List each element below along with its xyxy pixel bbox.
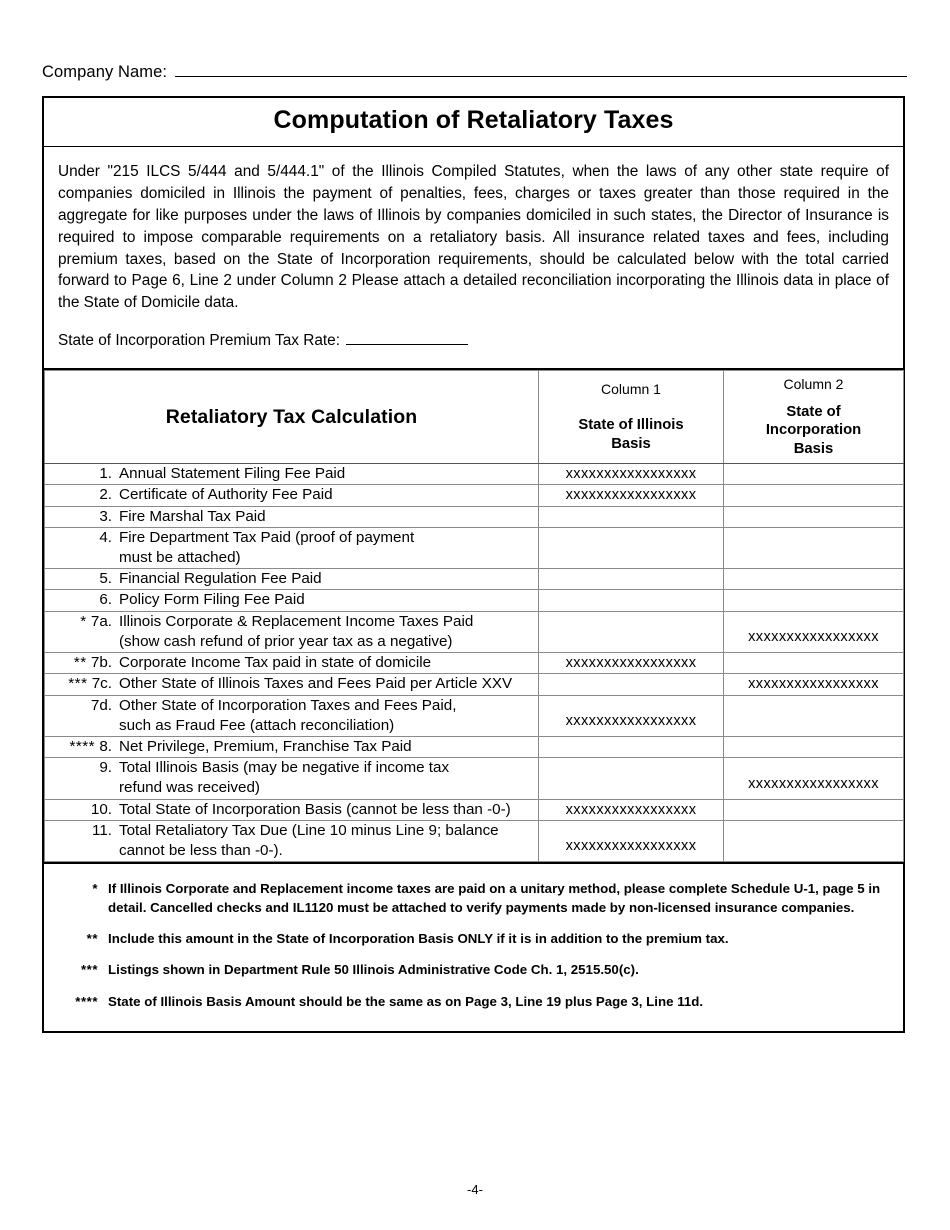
row-col2-cell[interactable] bbox=[724, 590, 904, 611]
row-col2-cell: xxxxxxxxxxxxxxxxx bbox=[724, 611, 904, 652]
row-label-line2: must be attached) bbox=[119, 549, 241, 566]
row-label bbox=[119, 485, 538, 505]
row-label-line1: Other State of Illinois Taxes and Fees Paid per Article XXV bbox=[119, 675, 513, 693]
footnote-marker: ** bbox=[86, 930, 98, 946]
premium-tax-rate-row bbox=[58, 331, 889, 350]
table-row bbox=[45, 506, 904, 527]
form-title-band bbox=[44, 98, 903, 147]
row-col2-cell[interactable] bbox=[724, 485, 904, 506]
row-label-line1: Financial Regulation Fee Paid bbox=[119, 570, 322, 588]
table-row bbox=[45, 590, 904, 611]
footnote bbox=[60, 993, 887, 1011]
row-footnote-stars: ** bbox=[73, 654, 87, 672]
row-col1-cell[interactable] bbox=[539, 590, 724, 611]
form-frame bbox=[42, 96, 905, 1033]
row-label bbox=[119, 507, 538, 527]
row-label-line1: Certificate of Authority Fee Paid bbox=[119, 486, 333, 504]
row-line-number: 7a. bbox=[90, 612, 112, 630]
row-description-cell bbox=[45, 485, 539, 506]
row-col1-cell: xxxxxxxxxxxxxxxxx bbox=[539, 799, 724, 820]
row-label-line1: Total Illinois Basis (may be negative if income tax bbox=[119, 759, 450, 777]
row-line-marker bbox=[45, 528, 119, 548]
row-label-line1: Policy Form Filing Fee Paid bbox=[119, 591, 305, 609]
row-label bbox=[119, 758, 538, 798]
footnote-text: Include this amount in the State of Incorporation Basis ONLY if it is in addition to the premium tax. bbox=[108, 930, 729, 946]
column-1-title-line1: State of Illinois bbox=[578, 417, 684, 434]
row-label-line1: Annual Statement Filing Fee Paid bbox=[119, 465, 346, 483]
footnote bbox=[60, 880, 887, 917]
row-line-marker bbox=[45, 821, 119, 841]
row-footnote-stars: *** bbox=[68, 675, 88, 693]
company-name-input[interactable] bbox=[175, 62, 907, 77]
footnote-text: State of Illinois Basis Amount should be the same as on Page 3, Line 19 plus Page 3, Line 11d. bbox=[108, 993, 704, 1009]
table-row bbox=[45, 758, 904, 799]
row-description-cell bbox=[45, 736, 539, 757]
row-description-cell bbox=[45, 464, 539, 485]
row-col1-cell[interactable] bbox=[539, 569, 724, 590]
row-col1-cell: xxxxxxxxxxxxxxxxx bbox=[539, 464, 724, 485]
row-col1-cell[interactable] bbox=[539, 736, 724, 757]
table-row bbox=[45, 674, 904, 695]
row-description-cell bbox=[45, 590, 539, 611]
footnote bbox=[60, 961, 887, 979]
row-label-line1: Total Retaliatory Tax Due (Line 10 minus Line 9; balance bbox=[119, 821, 499, 839]
row-col2-cell: xxxxxxxxxxxxxxxxx bbox=[724, 674, 904, 695]
table-section-title-cell bbox=[45, 371, 539, 464]
row-description-cell bbox=[45, 506, 539, 527]
table-row bbox=[45, 820, 904, 861]
row-line-marker bbox=[45, 612, 119, 632]
row-line-number: 9. bbox=[99, 759, 112, 777]
row-description-cell bbox=[45, 758, 539, 799]
row-line-number: 5. bbox=[99, 570, 112, 588]
table-row bbox=[45, 464, 904, 485]
table-body bbox=[45, 464, 904, 862]
row-label-line2: (show cash refund of prior year tax as a negative) bbox=[119, 632, 453, 650]
row-col2-cell[interactable] bbox=[724, 569, 904, 590]
row-label-line2: cannot be less than -0-). bbox=[119, 842, 283, 860]
row-col1-cell[interactable] bbox=[539, 527, 724, 568]
row-label-line1: Total State of Incorporation Basis (cannot be less than -0-) bbox=[119, 800, 511, 818]
row-footnote-stars: **** bbox=[69, 737, 96, 755]
page-number: -4- bbox=[467, 1182, 483, 1197]
row-label bbox=[119, 528, 538, 568]
table-row bbox=[45, 653, 904, 674]
footnote-text: If Illinois Corporate and Replacement income taxes are paid on a unitary method, please complete Schedule U-1, page 5 in detail. Cancelled checks and IL1120 must be attached to verify payments made by non-licensed insurance companies. bbox=[108, 881, 881, 915]
row-label-line1: Other State of Incorporation Taxes and Fees Paid, bbox=[119, 696, 457, 714]
row-label bbox=[119, 569, 538, 589]
company-name-label: Company Name: bbox=[42, 63, 168, 81]
table-row bbox=[45, 736, 904, 757]
row-label bbox=[119, 737, 538, 757]
row-col2-cell[interactable] bbox=[724, 695, 904, 736]
footnote-text: Listings shown in Department Rule 50 Illinois Administrative Code Ch. 1, 2515.50(c). bbox=[108, 962, 639, 978]
row-col2-cell[interactable] bbox=[724, 820, 904, 861]
row-line-number: 10. bbox=[90, 800, 112, 818]
row-line-marker bbox=[45, 800, 119, 820]
footnotes-band bbox=[44, 862, 903, 1031]
row-col1-cell[interactable] bbox=[539, 758, 724, 799]
row-line-marker bbox=[45, 696, 119, 716]
row-line-number: 7b. bbox=[90, 654, 112, 672]
footnote bbox=[60, 930, 887, 948]
row-line-number: 4. bbox=[99, 528, 112, 546]
footnote-marker: * bbox=[92, 881, 98, 897]
row-line-number: 2. bbox=[99, 486, 112, 504]
statute-paragraph: Under "215 ILCS 5/444 and 5/444.1" of the Illinois Compiled Statutes, when the laws of any other state require of companies domiciled in Illinois the payment of penalties, fees, charges or taxes greater than those required in the aggregate for like purposes under the laws of Illinois by companies domiciled in such states, the Director of Insurance is required to impose comparable requirements on a retaliatory basis. All insurance related taxes and fees, including premium taxes, based on the State of Incorporation requirements, should be calculated below with the total carried forward to Page 6, Line 2 under Column 2 Please attach a detailed reconciliation incorporating the Illinois data in place of the State of Domicile data. bbox=[58, 163, 889, 312]
column-2-title bbox=[724, 403, 903, 458]
row-line-number: 6. bbox=[99, 591, 112, 609]
row-col2-cell[interactable] bbox=[724, 464, 904, 485]
footnote-marker: *** bbox=[80, 962, 98, 978]
column-2-title-line3: Basis bbox=[793, 440, 834, 457]
column-2-header bbox=[724, 371, 904, 464]
row-col1-cell[interactable] bbox=[539, 506, 724, 527]
row-col1-cell: xxxxxxxxxxxxxxxxx bbox=[539, 820, 724, 861]
row-line-marker bbox=[45, 758, 119, 778]
row-label-line2: such as Fraud Fee (attach reconciliation) bbox=[119, 716, 395, 734]
row-label bbox=[119, 464, 538, 484]
row-col1-cell: xxxxxxxxxxxxxxxxx bbox=[539, 653, 724, 674]
row-line-marker bbox=[45, 507, 119, 527]
row-col1-cell: xxxxxxxxxxxxxxxxx bbox=[539, 485, 724, 506]
row-line-number: 7d. bbox=[90, 696, 112, 714]
column-2-number: Column 2 bbox=[783, 376, 844, 392]
row-line-marker bbox=[45, 485, 119, 505]
table-row bbox=[45, 527, 904, 568]
page-title: Computation of Retaliatory Taxes bbox=[273, 106, 674, 134]
row-line-number: 7c. bbox=[91, 675, 112, 693]
table-section-title: Retaliatory Tax Calculation bbox=[165, 405, 418, 428]
row-label-line1: Illinois Corporate & Replacement Income Taxes Paid bbox=[119, 612, 474, 630]
row-line-marker bbox=[45, 569, 119, 589]
row-col1-cell: xxxxxxxxxxxxxxxxx bbox=[539, 695, 724, 736]
row-col2-cell[interactable] bbox=[724, 653, 904, 674]
row-line-number: 8. bbox=[99, 737, 112, 755]
column-1-title-line2: Basis bbox=[611, 435, 651, 452]
row-description-cell bbox=[45, 799, 539, 820]
row-label-line1: Fire Marshal Tax Paid bbox=[119, 507, 266, 525]
row-label bbox=[119, 653, 538, 673]
row-col2-cell: xxxxxxxxxxxxxxxxx bbox=[724, 758, 904, 799]
column-1-header bbox=[539, 371, 724, 464]
row-line-marker bbox=[45, 737, 119, 757]
intro-band bbox=[44, 147, 903, 370]
column-1-number: Column 1 bbox=[601, 381, 661, 398]
row-label bbox=[119, 800, 538, 820]
row-label bbox=[119, 612, 538, 652]
table-header-row bbox=[45, 371, 904, 464]
table-row bbox=[45, 695, 904, 736]
row-line-marker bbox=[45, 590, 119, 610]
row-description-cell bbox=[45, 527, 539, 568]
row-col2-cell[interactable] bbox=[724, 506, 904, 527]
row-col2-cell[interactable] bbox=[724, 527, 904, 568]
row-line-marker bbox=[45, 464, 119, 484]
row-description-cell bbox=[45, 820, 539, 861]
row-col2-cell[interactable] bbox=[724, 736, 904, 757]
row-description-cell bbox=[45, 653, 539, 674]
row-col1-cell[interactable] bbox=[539, 611, 724, 652]
row-description-cell bbox=[45, 674, 539, 695]
row-label-line1: Corporate Income Tax paid in state of domicile bbox=[119, 654, 432, 672]
row-line-number: 11. bbox=[92, 821, 112, 839]
table-row bbox=[45, 799, 904, 820]
row-label-line1: Net Privilege, Premium, Franchise Tax Paid bbox=[119, 737, 412, 755]
table-row bbox=[45, 569, 904, 590]
row-line-number: 1. bbox=[99, 465, 112, 483]
row-label-line1: Fire Department Tax Paid (proof of payment bbox=[119, 528, 415, 546]
row-line-marker bbox=[45, 674, 119, 694]
row-label bbox=[119, 674, 538, 694]
row-description-cell bbox=[45, 611, 539, 652]
row-label bbox=[119, 821, 538, 861]
row-footnote-stars: * bbox=[80, 612, 87, 630]
row-label-line2: refund was received) bbox=[119, 779, 260, 797]
company-name-row bbox=[42, 62, 907, 82]
row-col2-cell[interactable] bbox=[724, 799, 904, 820]
footnote-marker: **** bbox=[75, 993, 98, 1009]
column-1-title bbox=[539, 416, 723, 453]
column-2-title-line2: Incorporation bbox=[765, 422, 862, 439]
row-label bbox=[119, 590, 538, 610]
table-row bbox=[45, 611, 904, 652]
row-description-cell bbox=[45, 695, 539, 736]
row-line-marker bbox=[45, 653, 119, 673]
table-row bbox=[45, 485, 904, 506]
retaliatory-tax-table bbox=[44, 370, 904, 862]
column-2-title-line1: State of bbox=[786, 403, 841, 420]
row-col1-cell[interactable] bbox=[539, 674, 724, 695]
row-description-cell bbox=[45, 569, 539, 590]
row-label bbox=[119, 696, 538, 736]
premium-tax-rate-label: State of Incorporation Premium Tax Rate: bbox=[58, 332, 341, 350]
premium-tax-rate-input[interactable] bbox=[346, 331, 468, 345]
row-line-number: 3. bbox=[99, 507, 112, 525]
